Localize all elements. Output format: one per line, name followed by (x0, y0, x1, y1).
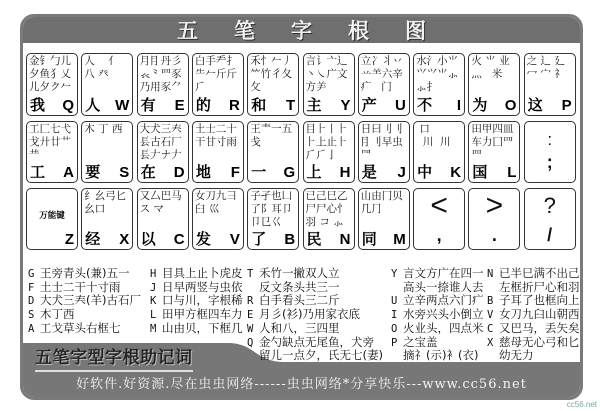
mnemonic-line (487, 281, 580, 295)
key-l[interactable] (468, 121, 520, 183)
key-char: 地 (195, 163, 211, 181)
key-roots (195, 123, 241, 149)
key-char: 不 (417, 96, 433, 114)
mnemonic-key: R (247, 295, 254, 308)
mnemonic-text: 之宝盖 (403, 334, 438, 349)
key-roots (195, 55, 241, 94)
key-letter: D (173, 164, 185, 181)
root-line: 王龶一五 (250, 123, 293, 135)
root-line: ⺊上止⺊ (305, 136, 348, 148)
root-line: 羽 コ ⺗ (305, 216, 344, 228)
title-bar (23, 17, 580, 43)
root-line: 日曰刂刂 (360, 123, 403, 135)
key-z[interactable] (26, 188, 78, 250)
root-line: 疒 门 (360, 81, 392, 93)
mnemonic-line (247, 349, 383, 363)
root-line: 儿夕ク𠂉 (29, 81, 71, 93)
key-letter: O (504, 97, 517, 114)
key-char: 国 (472, 163, 488, 181)
mnemonic-text: 禾竹一撇双人立 (259, 266, 340, 280)
mnemonic-text: 幼无力 (499, 348, 534, 363)
key-g[interactable] (247, 121, 299, 183)
key-char: 中 (417, 163, 433, 181)
key-letter: Z (64, 231, 74, 248)
key-symbol-shift: : (547, 130, 553, 149)
key-w[interactable] (81, 53, 133, 116)
wubi-root-chart (20, 14, 583, 400)
key-letter: I (456, 97, 462, 114)
key-symbol-shift: < (430, 189, 448, 222)
key-letter: V (229, 231, 240, 248)
mnemonic-key: X (487, 336, 494, 349)
key-symbol-shift: ? (543, 193, 556, 218)
root-line: 之 辶 廴 (526, 55, 565, 67)
root-line: 夕鱼犭乂 (29, 68, 71, 80)
key-letter: L (507, 164, 517, 181)
key-roots (84, 190, 130, 216)
mnemonic-text: 白手看头三二斤 (259, 293, 340, 308)
key-y[interactable] (303, 53, 355, 116)
mnemonic-text: 土士二干十寸雨 (40, 279, 121, 294)
root-line: 冖 宀 礻 (526, 68, 565, 80)
mnemonic-text: 言文方广在四一 (403, 266, 484, 280)
key-k[interactable] (413, 121, 465, 183)
key-char: 工 (30, 163, 46, 181)
key-letter: M (393, 231, 406, 248)
mnemonic-key: N (487, 268, 494, 280)
key-letter: B (284, 231, 296, 248)
root-line: 火 ⺌ 业 (471, 55, 510, 67)
mnemonic-key: H (150, 268, 157, 280)
key-char: 为 (472, 96, 488, 114)
root-line: 了阝耳卩 (250, 203, 293, 215)
mnemonic-text: 王旁青头(兼)五一 (40, 266, 130, 280)
mnemonic-text: 又巴马，丢矢矣 (499, 320, 580, 335)
key-o[interactable] (468, 53, 520, 116)
key-roots (140, 123, 186, 162)
mnemonic-key: T (247, 268, 254, 280)
root-line: 幺口 (84, 203, 106, 215)
page-title: 五笔字根图 (177, 18, 462, 43)
root-line: 车力囗罒 (471, 136, 514, 148)
key-letter: U (394, 97, 406, 114)
key-char: 和 (251, 96, 267, 114)
key-char: 在 (140, 163, 156, 181)
root-line: 戈廾廿艹 (29, 136, 71, 148)
mnemonic-line (247, 281, 340, 295)
root-line: 镸𠂇ナ𠂇 (139, 149, 182, 161)
mnemonic-text: 田甲方框四车力 (162, 307, 243, 322)
root-line: 乃用豕⺈ (139, 81, 182, 93)
root-line: 女刀九彐 (194, 190, 237, 202)
key-roots (527, 55, 573, 81)
key-letter: E (174, 97, 185, 114)
mnemonic-key: O (391, 322, 398, 335)
mnemonic-text: 水旁兴头小倒立 (403, 307, 484, 322)
key-x[interactable] (81, 188, 133, 250)
key-u[interactable] (358, 53, 410, 116)
key-char: 发 (195, 230, 211, 248)
mnemonic-line (391, 281, 484, 295)
root-line: 金钅勹儿 (29, 55, 71, 67)
mnemonic-text: 女刀九臼山朝西 (499, 307, 580, 322)
key-roots (140, 55, 186, 94)
watermark: cc56.net (566, 400, 597, 409)
key-roots (361, 123, 407, 162)
key-roots (140, 190, 186, 216)
mnemonic-line (150, 322, 243, 337)
root-line: 罒 (471, 149, 482, 161)
key-v[interactable] (192, 188, 244, 250)
key-char: 主 (306, 96, 322, 114)
key-symbol: ; (546, 152, 553, 172)
mnemonic-text: 摘礻(示)衤(衣) (403, 348, 479, 363)
key-a[interactable] (26, 121, 78, 183)
mnemonic-key: L (150, 309, 157, 322)
root-line: 月⺝丹彡 (139, 55, 182, 67)
key-roots (306, 55, 352, 94)
key-note: 万能键 (39, 211, 65, 221)
key-symbol[interactable] (524, 188, 576, 250)
key-r[interactable] (192, 53, 244, 116)
key-symbol: . (491, 225, 497, 245)
mnemonic-text: 高头一捺谁人去 (403, 279, 484, 294)
root-line: 川 川 (416, 136, 451, 148)
root-line: 土士二十 (194, 123, 237, 135)
key-roots (84, 123, 130, 136)
mnemonic-text: 反文条头共三一 (259, 279, 340, 294)
key-roots (416, 123, 462, 149)
root-line: 目⺊丨⺊ (305, 123, 348, 135)
mnemonic-key: K (150, 295, 157, 308)
root-line: 水氵小⺌ (416, 55, 459, 67)
mnemonic-key: Q (247, 336, 254, 349)
key-roots (29, 55, 75, 94)
key-letter: T (286, 97, 296, 114)
key-roots (250, 190, 296, 229)
key-h[interactable] (303, 121, 355, 183)
mnemonic-text: 日早两竖与虫依 (162, 279, 243, 294)
mnemonic-text: 慈母无心弓和匕 (499, 334, 580, 349)
key-symbol[interactable] (413, 188, 465, 250)
mnemonic-line (391, 349, 478, 363)
root-line: 尸尸心忄 (305, 203, 348, 215)
key-p[interactable] (524, 53, 576, 116)
mnemonic-line (28, 322, 121, 337)
mnemonic-text: 子耳了也框向上 (499, 293, 580, 308)
subtitle: 五笔字型字根助记词 (35, 343, 193, 372)
root-line: 又厶巴马 (139, 190, 182, 202)
mnemonic-text: 目具上止卜虎皮 (162, 266, 243, 280)
mnemonic-key: F (28, 281, 35, 294)
root-line: ⺮竹彳夂 (250, 68, 293, 80)
root-line: ⺍⺍⺌⺗ (416, 68, 459, 80)
key-symbol[interactable] (468, 188, 520, 250)
root-line: 干甘寸雨 (194, 136, 237, 148)
mnemonic-line (487, 349, 534, 363)
key-symbol: / (547, 225, 553, 245)
key-roots (361, 190, 407, 216)
root-line: 灬 米 (471, 68, 503, 80)
mnemonic-text: 已半巳满不出己 (499, 266, 580, 280)
root-line: ス マ (139, 203, 164, 215)
key-q[interactable] (26, 53, 78, 116)
key-char: 民 (306, 230, 322, 248)
root-line: ⺁ (194, 81, 206, 93)
footer-slogan: 好软件.好资源.尽在虫虫网络------虫虫网络*分享快乐---www.cc56.net (76, 377, 527, 392)
key-char: 以 (140, 230, 156, 248)
key-char: 上 (306, 163, 322, 181)
key-letter: J (397, 164, 406, 181)
mnemonic-key: A (28, 322, 35, 335)
key-roots (361, 55, 407, 94)
mnemonic-key: B (487, 295, 494, 308)
mnemonic-key: J (150, 281, 157, 294)
root-line: 立冫丬丷 (360, 55, 403, 67)
root-line: 方⺶ (305, 81, 327, 93)
key-char: 的 (195, 96, 211, 114)
key-letter: X (119, 231, 130, 248)
key-char: 产 (361, 96, 377, 114)
key-roots (195, 190, 241, 216)
mnemonic-key: S (28, 309, 35, 322)
mnemonic-text: 工戈草头右框七 (40, 320, 121, 335)
key-letter: K (450, 164, 462, 181)
mnemonic-key: W (247, 322, 254, 335)
mnemonic-text: 口与川，字根稀 (162, 293, 243, 308)
key-letter: G (283, 164, 296, 181)
root-line: 子孑也凵 (250, 190, 293, 202)
root-line: 镸古石厂 (139, 136, 182, 148)
key-char: 经 (85, 230, 101, 248)
root-line: 䒑⺷六辛 (360, 68, 403, 80)
key-n[interactable] (303, 188, 355, 250)
key-letter: H (339, 164, 351, 181)
key-symbol: , (436, 225, 442, 245)
key-char: 是 (361, 163, 377, 181)
root-line: 臼 巛 (194, 203, 220, 215)
root-line: ⺁⺁亅 (305, 149, 337, 161)
mnemonic-text: 金勺缺点无尾鱼，犬旁 (259, 334, 374, 349)
mnemonic-text: 立辛两点六门疒 (403, 293, 484, 308)
root-line: ⺜ (360, 149, 372, 161)
mnemonic-text: 火业头，四点米 (403, 320, 484, 335)
root-line: ⺧𠂉斤斤 (194, 68, 237, 80)
key-char: 我 (30, 96, 46, 114)
root-line: ⺝刂早虫 (360, 136, 403, 148)
key-letter: C (173, 231, 185, 248)
root-line: 八 癶 (84, 68, 109, 80)
root-line: 攵 (250, 81, 261, 93)
root-line: 卩㔾巜 (250, 216, 282, 228)
mnemonic-key: E (247, 309, 254, 322)
mnemonic-key: D (28, 295, 35, 308)
root-line: 禾⺖𠂉丿 (250, 55, 293, 67)
mnemonic-text: 木丁西 (40, 307, 75, 322)
key-letter: R (229, 97, 240, 114)
mnemonic-key: M (150, 322, 157, 335)
key-char: 这 (527, 96, 543, 114)
root-line: ⺗⺘ (416, 81, 438, 93)
mnemonic-key: G (28, 268, 35, 280)
root-line: 丶㇏广文 (305, 68, 348, 80)
root-line: 口 (416, 123, 430, 135)
root-line: 已己巳乙 (305, 190, 348, 202)
key-s[interactable] (81, 121, 133, 183)
root-line: 纟幺弓匕 (84, 190, 127, 202)
key-letter: W (115, 97, 130, 114)
key-m[interactable] (358, 188, 410, 250)
mnemonic-key: I (391, 309, 398, 322)
key-roots (416, 55, 462, 94)
root-line: 言讠亠⻌ (305, 55, 348, 67)
root-line: 白手龵扌 (194, 55, 237, 67)
key-e[interactable] (137, 53, 189, 116)
key-char: 了 (251, 230, 267, 248)
key-j[interactable] (358, 121, 410, 183)
root-line: 𧘇⺀罒豕 (139, 68, 182, 80)
key-roots (306, 190, 352, 229)
mnemonic-text: 人和八，三四里 (259, 320, 340, 335)
root-line: 龷 (29, 149, 40, 161)
key-char: 有 (140, 96, 156, 114)
mnemonic-key: V (487, 309, 494, 322)
key-t[interactable] (247, 53, 299, 116)
key-roots (29, 123, 75, 162)
key-letter: Y (340, 97, 351, 114)
key-char: 同 (361, 230, 377, 248)
key-roots (250, 55, 296, 94)
mnemonic-text: 月彡(衫)乃用家衣底 (259, 307, 360, 322)
key-i[interactable] (413, 53, 465, 116)
key-symbol[interactable] (524, 121, 576, 183)
mnemonic-key: U (391, 295, 398, 308)
key-roots (306, 123, 352, 162)
key-d[interactable] (137, 121, 189, 183)
mnemonic-key: Y (391, 268, 398, 280)
key-f[interactable] (192, 121, 244, 183)
key-letter: N (339, 231, 351, 248)
key-roots (471, 55, 517, 81)
root-line: 工匚七弋 (29, 123, 71, 135)
root-line: 戋 (250, 136, 261, 148)
key-letter: Q (62, 97, 74, 114)
root-line: 木 丁 西 (84, 123, 123, 135)
key-symbol-shift: > (485, 189, 504, 222)
key-letter: S (119, 164, 130, 181)
mnemonic-text: 山由贝，下框几 (162, 320, 243, 335)
key-b[interactable] (247, 188, 299, 250)
key-letter: F (230, 164, 240, 181)
mnemonic-text: 大犬三𡗗(羊)古石厂 (40, 293, 141, 308)
key-roots (471, 123, 517, 162)
key-char: 人 (85, 96, 101, 114)
root-line: 大犬三𡗗 (139, 123, 182, 135)
key-c[interactable] (137, 188, 189, 250)
root-line: 人 亻 (84, 55, 119, 67)
mnemonic-text: 左框折尸心和羽 (499, 279, 580, 294)
key-roots (250, 123, 296, 149)
mnemonic-key: C (487, 322, 494, 335)
root-line: 山由冂贝 (360, 190, 403, 202)
key-letter: A (63, 164, 74, 181)
mnemonic-text: 留儿一点夕，氏无七(妻) (259, 348, 383, 363)
root-line: 田甲四皿 (471, 123, 514, 135)
key-char: 一 (251, 163, 267, 181)
root-line: 几⺆ (360, 203, 382, 215)
mnemonic-key: P (391, 336, 398, 349)
key-letter: P (561, 97, 572, 114)
key-roots (84, 55, 130, 81)
key-char: 要 (85, 163, 101, 181)
